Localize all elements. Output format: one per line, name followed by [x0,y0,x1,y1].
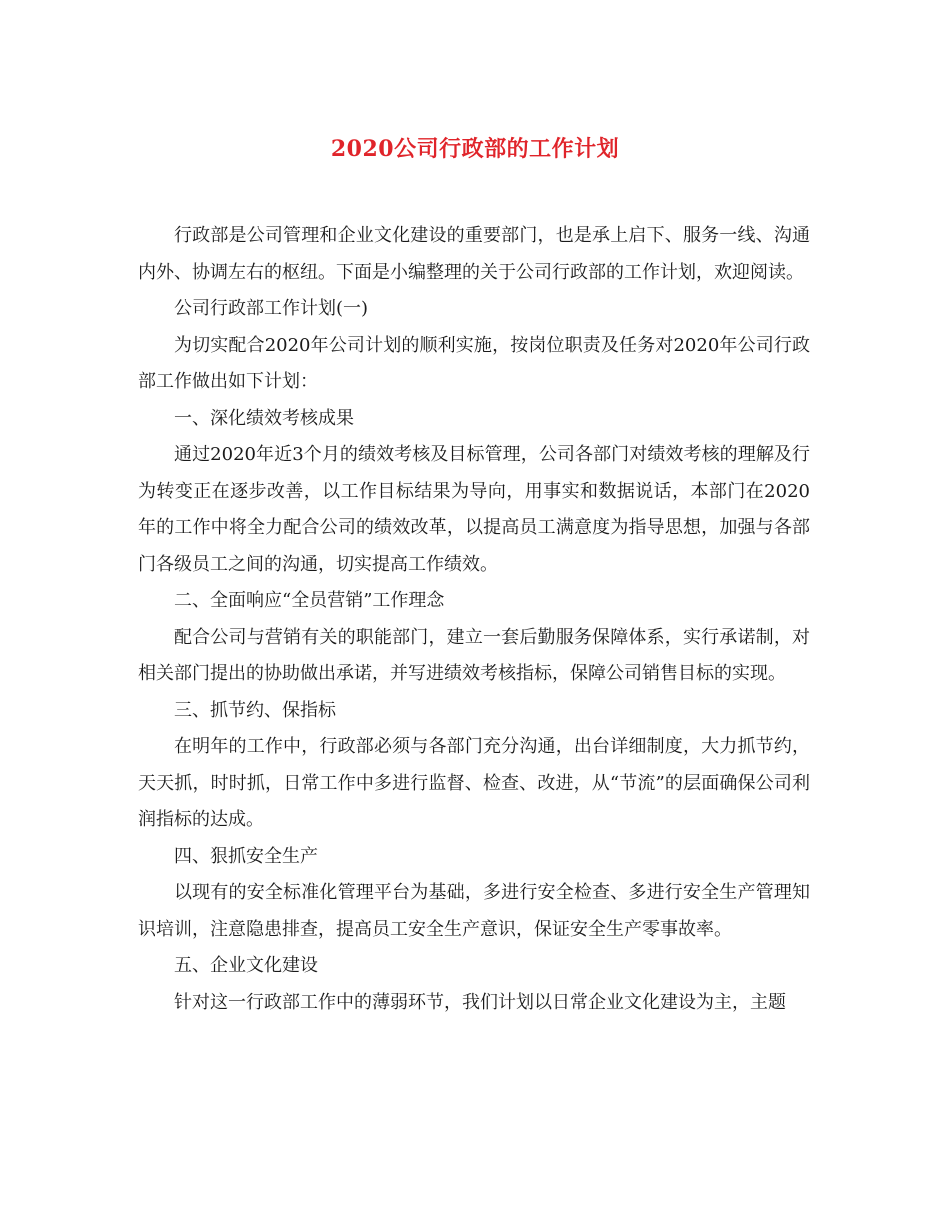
heading-safety: 四、狠抓安全生产 [174,845,318,867]
safety-paragraph: 以现有的安全标准化管理平台为基础，多进行安全检查、多进行安全生产管理知识培训，注意隐患排查，提高员工安全生产意识，保证安全生产零事故率。 [138,882,810,940]
plan-overview-paragraph: 为切实配合2020年公司计划的顺利实施，按岗位职责及任务对2020年公司行政部工作做出如下计划： [138,334,810,392]
heading-culture: 五、企业文化建设 [174,955,318,976]
heading-performance: 一、深化绩效考核成果 [174,407,354,429]
heading-marketing: 二、全面响应“全员营销”工作理念 [174,590,445,611]
culture-paragraph: 针对这一行政部工作中的薄弱环节，我们计划以日常企业文化建设为主，主题 [174,991,786,1013]
intro-paragraph: 行政部是公司管理和企业文化建设的重要部门，也是承上启下、服务一线、沟通内外、协调左右的枢纽。下面是小编整理的关于公司行政部的工作计划，欢迎阅读。 [138,225,810,283]
document-title: 2020公司行政部的工作计划 [330,136,620,162]
heading-savings: 三、抓节约、保指标 [174,699,336,721]
document-body [138,218,810,1021]
marketing-paragraph: 配合公司与营销有关的职能部门，建立一套后勤服务保障体系，实行承诺制，对相关部门提出的协助做出承诺，并写进绩效考核指标，保障公司销售目标的实现。 [138,626,810,684]
section-heading-plan-one: 公司行政部工作计划(一) [174,298,369,319]
performance-paragraph: 通过2020年近3个月的绩效考核及目标管理，公司各部门对绩效考核的理解及行为转变正在逐步改善，以工作目标结果为导向，用事实和数据说话，本部门在2020年的工作中将全力配合公司的绩效改革，以提高员工满意度为指导思想，加强与各部门各级员工之间的沟通，切实提高工作绩效。 [138,444,810,575]
savings-paragraph: 在明年的工作中，行政部必须与各部门充分沟通，出台详细制度，大力抓节约，天天抓，时时抓，日常工作中多进行监督、检查、改进，从“节流”的层面确保公司利润指标的达成。 [138,736,810,830]
